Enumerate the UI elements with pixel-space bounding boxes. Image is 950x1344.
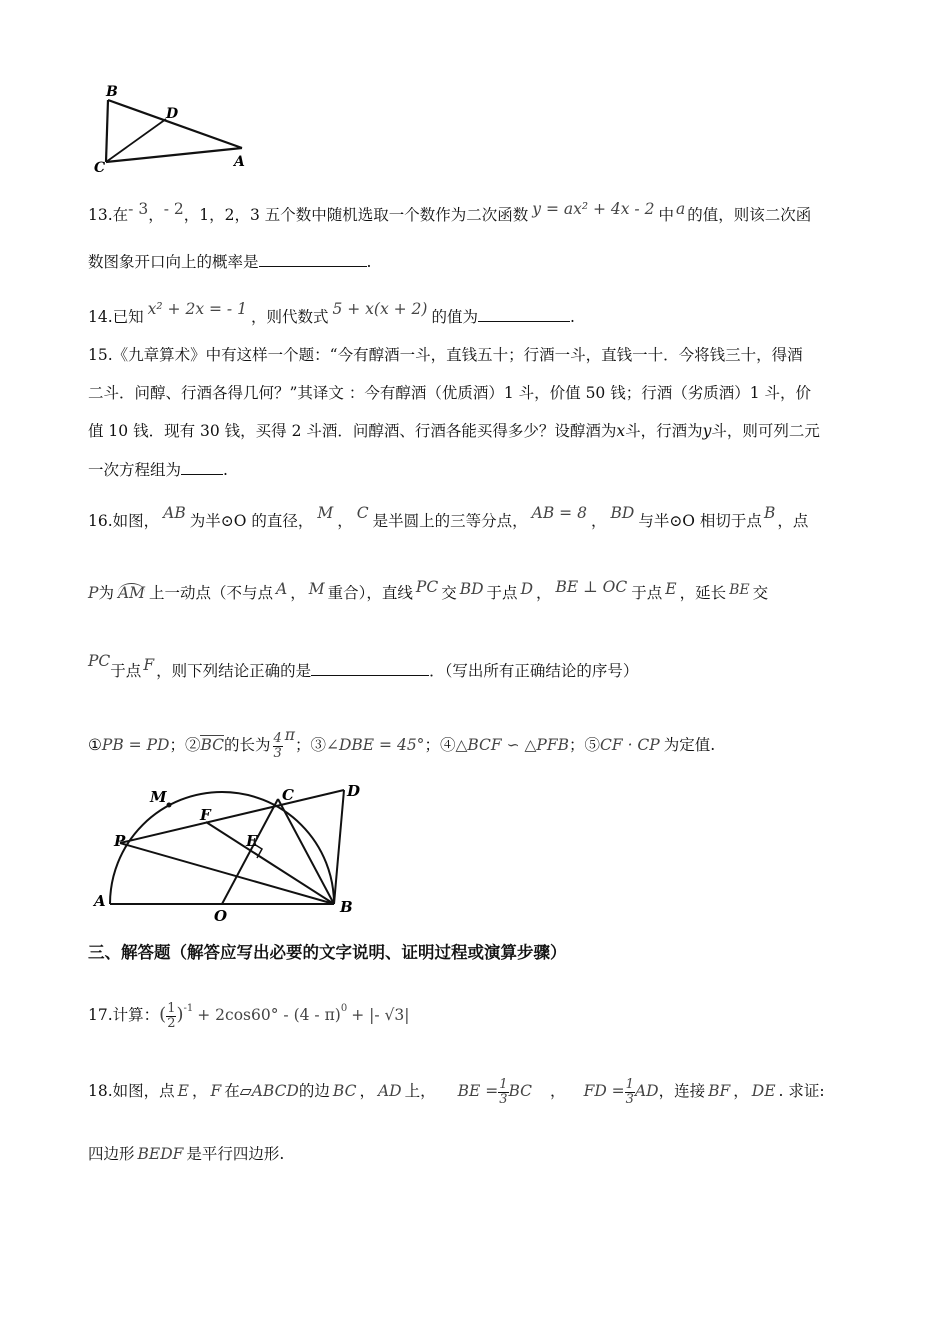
line-PC: PC (88, 652, 111, 670)
equation-FD: FD = (583, 1082, 625, 1100)
text: ；④ (424, 736, 456, 754)
equation-AB: AB = 8 (531, 504, 587, 522)
equation: x² + 2x = - 1 (147, 300, 247, 318)
answer-blank[interactable] (478, 305, 570, 322)
answer-blank[interactable] (259, 250, 367, 267)
text: . (366, 253, 372, 271)
segment-BD: BD (459, 580, 484, 598)
text: 为定值. (663, 736, 716, 754)
fraction-1-2 (166, 1002, 176, 1031)
quadratic-function: y = ax² + 4x - 2 (532, 200, 655, 218)
question-15-line4 (88, 458, 228, 481)
text: ，则代数式 (250, 308, 329, 326)
segment-BF: BF (708, 1082, 731, 1100)
question-number: 16. (88, 512, 113, 530)
question-16-line1 (88, 502, 808, 532)
text: 在▱ (224, 1082, 252, 1100)
open-paren: ( (159, 1004, 167, 1025)
label-B: B (106, 84, 118, 100)
point-F: F (143, 656, 155, 674)
question-number: 13. (88, 206, 113, 224)
text: ， (148, 206, 164, 224)
fraction-1-3 (498, 1078, 508, 1107)
text: 与半⊙O 相切于点 (638, 512, 762, 530)
text: ，1，2，3 五个数中随机选取一个数作为二次函数 (183, 206, 529, 224)
label-E: E (246, 832, 258, 850)
text: 四边形 (88, 1145, 135, 1163)
point-M: M (317, 504, 334, 522)
variable-a: a (675, 200, 686, 218)
exponent: -1 (183, 1003, 194, 1014)
point-B: B (763, 504, 776, 522)
variable-x: x (616, 422, 626, 440)
text: 中 (658, 206, 674, 224)
text: 于点 (110, 662, 142, 680)
text: 交 (752, 584, 769, 602)
segment-BE: BE (729, 582, 750, 598)
text: 数图象开口向上的概率是 (88, 253, 259, 271)
label-C: C (94, 160, 106, 175)
variable-y: y (702, 422, 712, 440)
line-PC: PC (415, 578, 439, 596)
text: 计算： (112, 1006, 160, 1024)
text: 如图，点 (112, 1082, 175, 1100)
segment-AD: AD (634, 1082, 659, 1100)
segment-BC: BC (508, 1082, 533, 1100)
arc-BC: BC (200, 736, 224, 754)
question-17 (88, 992, 409, 1032)
triangle-figure (90, 80, 260, 175)
text: . (223, 461, 228, 479)
denominator: 3 (625, 1091, 634, 1107)
segment-BD: BD (610, 504, 635, 522)
text: ，点 (777, 512, 809, 530)
text: 斗，行酒为 (625, 422, 703, 440)
text: ， (290, 584, 306, 602)
conclusion-4: △BCF ∽ △PFB (455, 736, 570, 754)
question-number: 17. (88, 1006, 113, 1024)
text: . (569, 308, 575, 326)
number-minus-3: - 3 (128, 200, 149, 218)
text: 的长为 (224, 736, 271, 754)
text: ， (590, 512, 607, 530)
question-15-line3 (88, 420, 820, 442)
point-P: P (88, 584, 99, 602)
question-18-line2 (88, 1143, 284, 1165)
label-M: M (150, 788, 167, 806)
text: ， (536, 584, 552, 602)
label-C: C (282, 786, 294, 804)
segment-BC: BC (332, 1082, 357, 1100)
point-E: E (665, 580, 677, 598)
section-heading: 三、解答题（解答应写出必要的文字说明、证明过程或演算步骤） (88, 943, 567, 962)
numerator: 1 (625, 1076, 634, 1092)
text: ，则下列结论正确的是 (156, 662, 312, 680)
expression: 5 + x(x + 2) (332, 300, 428, 318)
point-E: E (177, 1082, 189, 1100)
text: ， (359, 1082, 375, 1100)
question-number: 15. (88, 346, 113, 364)
point-C: C (356, 504, 369, 522)
text: 上， (404, 1082, 436, 1100)
label-O: O (214, 907, 228, 925)
label-B: B (340, 898, 353, 916)
close-paren: ) (176, 1004, 184, 1025)
question-14 (88, 298, 575, 328)
question-16-conclusions (88, 720, 715, 761)
text: 于点 (486, 584, 518, 602)
text: ① (88, 736, 102, 754)
text: 交 (441, 584, 457, 602)
answer-blank[interactable] (181, 458, 223, 475)
fraction-1-3 (625, 1078, 635, 1107)
text: 已知 (112, 308, 144, 326)
perpendicular-BE-OC: BE ⊥ OC (555, 578, 628, 596)
label-A: A (234, 154, 245, 170)
conclusion-5: CF · CP (600, 736, 660, 754)
text: 斗，则可列二元 (711, 422, 820, 440)
label-P: P (114, 832, 126, 850)
text: 上一动点（不与点 (149, 584, 274, 602)
text: 为 (98, 584, 114, 602)
text: 的值为 (431, 308, 478, 326)
question-16-line3 (88, 650, 638, 682)
segment-DE: DE (751, 1082, 776, 1100)
text: 一次方程组为 (88, 461, 182, 479)
denominator: 3 (499, 1091, 508, 1107)
numerator: 1 (167, 1000, 176, 1016)
conclusion-1: PB = PD (101, 736, 170, 754)
question-number: 18. (88, 1082, 113, 1100)
text: ；③ (294, 736, 326, 754)
text: . 求证: (778, 1082, 825, 1100)
question-number: 14. (88, 308, 113, 326)
text: ，延长 (679, 584, 727, 602)
denominator: 2 (167, 1015, 176, 1031)
segment-AB: AB (163, 504, 186, 522)
text: 值 10 钱．现有 30 钱，买得 2 斗酒．问醇酒、行酒各能买得多少？设醇酒为 (88, 422, 617, 440)
text: ．（写出所有正确结论的序号） (429, 662, 639, 680)
text: 的值，则该二次函 (687, 206, 812, 224)
text: ， (337, 512, 353, 530)
question-15-line2 (88, 382, 811, 404)
text: 二斗．问醇、行酒各得几何？”其译文 ：今有醇酒（优质酒）1 斗，价值 50 钱；行酒（劣质酒）1 斗，价 (88, 384, 812, 402)
arc-AM: AM (117, 584, 146, 602)
conclusion-3: ∠DBE = 45° (326, 736, 425, 754)
label-D: D (347, 782, 361, 800)
text: ， (192, 1082, 208, 1100)
expression: + |- √3| (351, 1006, 410, 1024)
question-16-line2 (88, 576, 768, 604)
pi-symbol: π (284, 726, 295, 744)
text: 于点 (631, 584, 663, 602)
point-F: F (210, 1082, 222, 1100)
parallelogram-ABCD: ABCD (251, 1082, 299, 1100)
text: 重合），直线 (327, 584, 413, 602)
question-18-line1 (88, 1074, 825, 1108)
text: 是平行四边形. (186, 1145, 285, 1163)
expression: + 2cos60° - (4 - π) (197, 1006, 341, 1024)
text: ， (733, 1082, 749, 1100)
text: 的边 (298, 1082, 330, 1100)
fraction-4-3 (273, 732, 283, 761)
number-minus-2: - 2 (163, 200, 184, 218)
point-D: D (520, 580, 533, 598)
point-A: A (276, 580, 288, 598)
denominator: 3 (273, 745, 282, 761)
label-D: D (166, 106, 179, 122)
semicircle-figure (88, 778, 378, 926)
text: 是半圆上的三等分点， (372, 512, 528, 530)
quadrilateral-BEDF: BEDF (137, 1145, 184, 1163)
question-15-line1 (88, 344, 803, 366)
question-13-line1 (88, 198, 811, 226)
text: ；⑤ (569, 736, 601, 754)
text: ， (550, 1082, 566, 1100)
question-13-line2 (88, 250, 371, 273)
label-A: A (94, 892, 106, 910)
text: 如图， (112, 512, 160, 530)
numerator: 4 (273, 730, 282, 746)
numerator: 1 (499, 1076, 508, 1092)
exponent: 0 (340, 1003, 348, 1014)
text: ，连接 (658, 1082, 706, 1100)
equation-BE: BE = (457, 1082, 499, 1100)
answer-blank[interactable] (311, 659, 429, 676)
segment-AD: AD (377, 1082, 402, 1100)
text: 为半⊙O 的直径， (189, 512, 314, 530)
point-M: M (308, 580, 325, 598)
text: ；② (169, 736, 201, 754)
text: 在 (112, 206, 129, 224)
text: 《九章算术》中有这样一个题：“今有醇酒一斗，直钱五十；行酒一斗，直钱一十．今将钱三十，得酒 (112, 346, 803, 364)
label-F: F (200, 806, 211, 824)
